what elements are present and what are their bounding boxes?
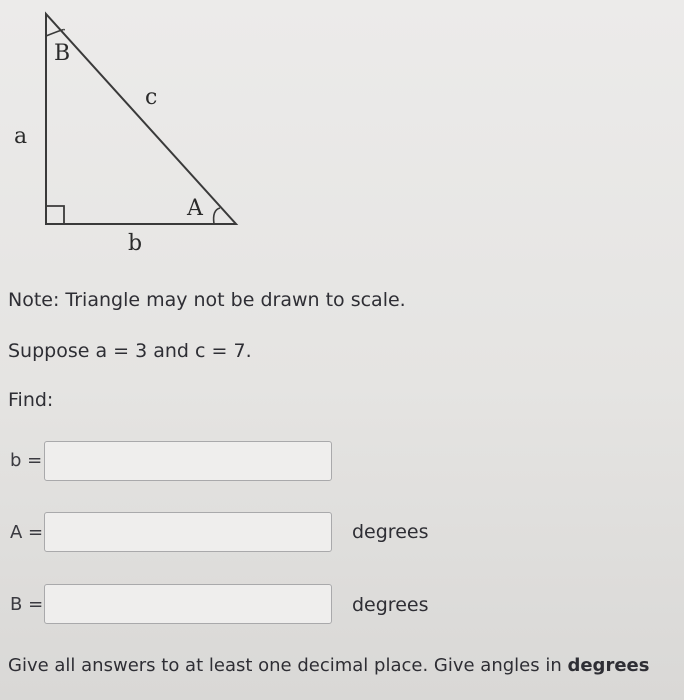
side-c-label: c	[145, 85, 158, 110]
answer-b-label: b =	[10, 450, 43, 471]
right-triangle-figure	[0, 0, 260, 270]
triangle-diagram	[0, 0, 260, 270]
angle-b-arc	[46, 30, 64, 36]
instructions-footer	[8, 655, 649, 676]
instructions-emphasis: degrees	[567, 655, 650, 676]
answer-b-input[interactable]	[44, 441, 332, 481]
answer-angle-a-label: A =	[10, 522, 44, 543]
vertex-a-label: A	[187, 196, 203, 221]
instructions-text: Give all answers to at least one decimal place. Give angles in	[8, 655, 568, 676]
vertex-b-label: B	[54, 41, 71, 66]
find-heading: Find:	[8, 389, 54, 411]
side-b-label: b	[128, 231, 143, 256]
given-values: Suppose a = 3 and c = 7.	[8, 340, 252, 362]
triangle-shape	[46, 14, 236, 224]
right-angle-marker	[46, 206, 64, 224]
scale-note: Note: Triangle may not be drawn to scale.	[8, 289, 406, 311]
answer-angle-b-label: B =	[10, 594, 44, 615]
answer-angle-b-input[interactable]	[44, 584, 332, 624]
answer-angle-a-unit: degrees	[352, 521, 429, 543]
answer-angle-b-unit: degrees	[352, 594, 429, 616]
side-a-label: a	[14, 124, 28, 149]
answer-angle-a-input[interactable]	[44, 512, 332, 552]
angle-a-arc	[214, 208, 220, 224]
